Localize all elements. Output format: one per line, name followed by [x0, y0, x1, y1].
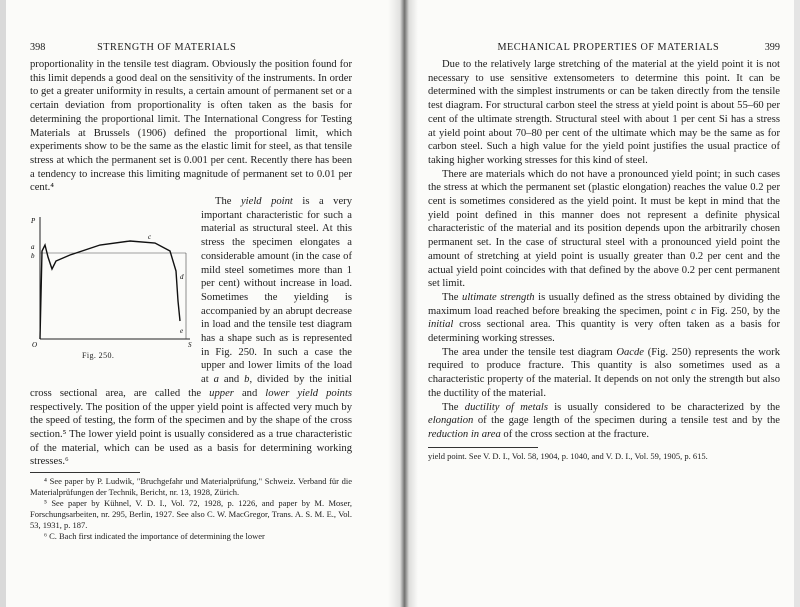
- right-running-head: [428, 38, 780, 58]
- label-P: P: [31, 217, 36, 226]
- footnote-rule: [30, 472, 140, 473]
- term-ultimate-strength: ultimate strength: [462, 291, 535, 303]
- scan-frame-left: [0, 0, 6, 607]
- footnote-6-continued: yield point. See V. D. I., Vol. 58, 1904, p. 1040, and V. D. I., Vol. 59, 1905, p. 615.: [428, 450, 708, 461]
- right-paragraph-1: Due to the relatively large stretching of the material at the yield point it is not necessary to use sensitive extensometers to determine this point. It can be determined with the simplest instruments or can be taken directly from the tensile test diagram. For structural carbon steel the stress at yield point is about 55–60 per cent of the ultimate strength. Structural steel with about 1 per cent Si has a stress at yield point about 70–80 per cent of the ultimate which may be the same as for carbon steel. Such a high value for the yield point justifies the usual practice of taking higher working stresses for this kind of steel.: [428, 59, 780, 166]
- right-paragraph-3: The ultimate strength is usually defined as the stress obtained by dividing the maximum load reached before breaking the specimen, point c in Fig. 250, by the initial cross sectional area. This quantity is very often taken as a basis for determining working stresses.: [428, 291, 781, 345]
- footnote-4: ⁴ See paper by P. Ludwik, "Bruchgefahr und Materialprüfung," Schweiz. Verband für die Materialprüfungen der Technik, Bericht, nr. 13, 1928, Zürich.: [30, 476, 352, 498]
- term-ductility: ductility of metals: [464, 401, 548, 413]
- footnote-6: ⁶ C. Bach first indicated the importance of determining the lower: [44, 531, 265, 542]
- left-running-head: [30, 38, 352, 58]
- label-b: b: [31, 252, 35, 261]
- label-a: a: [31, 243, 35, 252]
- label-S: S: [188, 341, 192, 350]
- term-lower-yield-points: lower yield points: [265, 387, 353, 399]
- stress-strain-curve: [40, 241, 180, 339]
- figure-caption: Fig. 250.: [82, 351, 115, 361]
- footnote-5: ⁵ See paper by Kühnel, V. D. I., Vol. 72, 1928, p. 1226, and paper by M. Moser, Forschungsarbeiten, nr. 295, Berlin, 1927. See also C. W. MacGregor, Trans. A. S. M. E., Vol. 53, 1931, p. 187.: [30, 498, 352, 531]
- term-upper: upper: [209, 387, 234, 399]
- left-footnotes: [30, 476, 352, 542]
- right-footnotes: [428, 451, 780, 462]
- left-page-number: 398: [30, 42, 46, 53]
- figure-250: [30, 211, 195, 379]
- label-O: O: [32, 341, 38, 350]
- left-running-title: STRENGTH OF MATERIALS: [97, 42, 237, 53]
- right-paragraph-4: The area under the tensile test diagram Oacde (Fig. 250) represents the work required to produce fracture. This quantity is also sometimes used as a characteristic property of the material. It depends on not only the strength but also the ductility of the material.: [428, 346, 780, 399]
- stress-strain-diagram: [30, 211, 195, 351]
- right-page-number: 399: [764, 42, 780, 53]
- right-page: [428, 38, 780, 462]
- left-page: [30, 38, 352, 542]
- term-oacde: Oacde: [616, 346, 644, 358]
- book-gutter: [388, 0, 418, 607]
- label-e: e: [180, 327, 184, 336]
- right-running-title: MECHANICAL PROPERTIES OF MATERIALS: [497, 42, 720, 53]
- scan-frame-right: [794, 0, 800, 607]
- term-yield-point: yield point: [240, 196, 293, 208]
- left-body: [30, 58, 352, 469]
- right-footnote-rule: [428, 447, 538, 448]
- right-body: [428, 58, 780, 442]
- right-paragraph-2: There are materials which do not have a pronounced yield point; in such cases the stress at which the permanent set (plastic elongation) reaches the value 0.2 per cent is sometimes considered as the yield point. It must be kept in mind that the yield point defined in this manner does not represent a definite physical characteristic of the material and its position depends upon the arbitrarily chosen permanent set. In the case of structural steel with a pronounced yield point the amount of stretching at yield point is usually greater than 0.2 per cent and the actual yield point coincides with that defined by the above 0.2 per cent permanent set limit.: [428, 168, 780, 290]
- label-d: d: [180, 273, 184, 282]
- right-paragraph-5: The ductility of metals is usually considered to be characterized by the elongation of the gage length of the specimen during a tensile test and by the reduction in area of the cross section at the fracture.: [428, 401, 781, 440]
- left-paragraph-2: The yield point is a very important characteristic for such a material as structural steel. At this stress the specimen elongates a considerable amount (in the case of mild steel sometimes more than 1 per cent) without increase in load. Sometimes the yielding is accompanied by an abrupt decrease in load and the tensile test diagram has a shape such as is represented in Fig. 250. In such a case the upper and lower limits of the load at a and b, divided by the initial cross sectional area, are called the upper and lower yield points respectively. The position of the upper yield point is affected very much by the speed of testing, the form of the specimen and by the shape of the cross section.⁵ The lower yield point is usually considered as a true characteristic of the material, which can be used as a basis for determining working stresses.⁶: [30, 196, 353, 468]
- label-c: c: [148, 233, 152, 242]
- left-paragraph-1: proportionality in the tensile test diagram. Obviously the position found for this limit depends a good deal on the sensitivity of the instruments. In order to get a greater uniformity in results, a certain amount of permanent set or a certain deviation from proportionality is often taken as the basis for determining the proportional limit. The International Congress for Testing Materials at Brussels (1906) defined the proportional limit, which experiments show to be the same as the elastic limit for steel, as that tensile stress at which the permanent set is 0.001 per cent. Recently there has been a tendency to increase this limiting magnitude of permanent set to 0.01 per cent.⁴: [30, 59, 352, 194]
